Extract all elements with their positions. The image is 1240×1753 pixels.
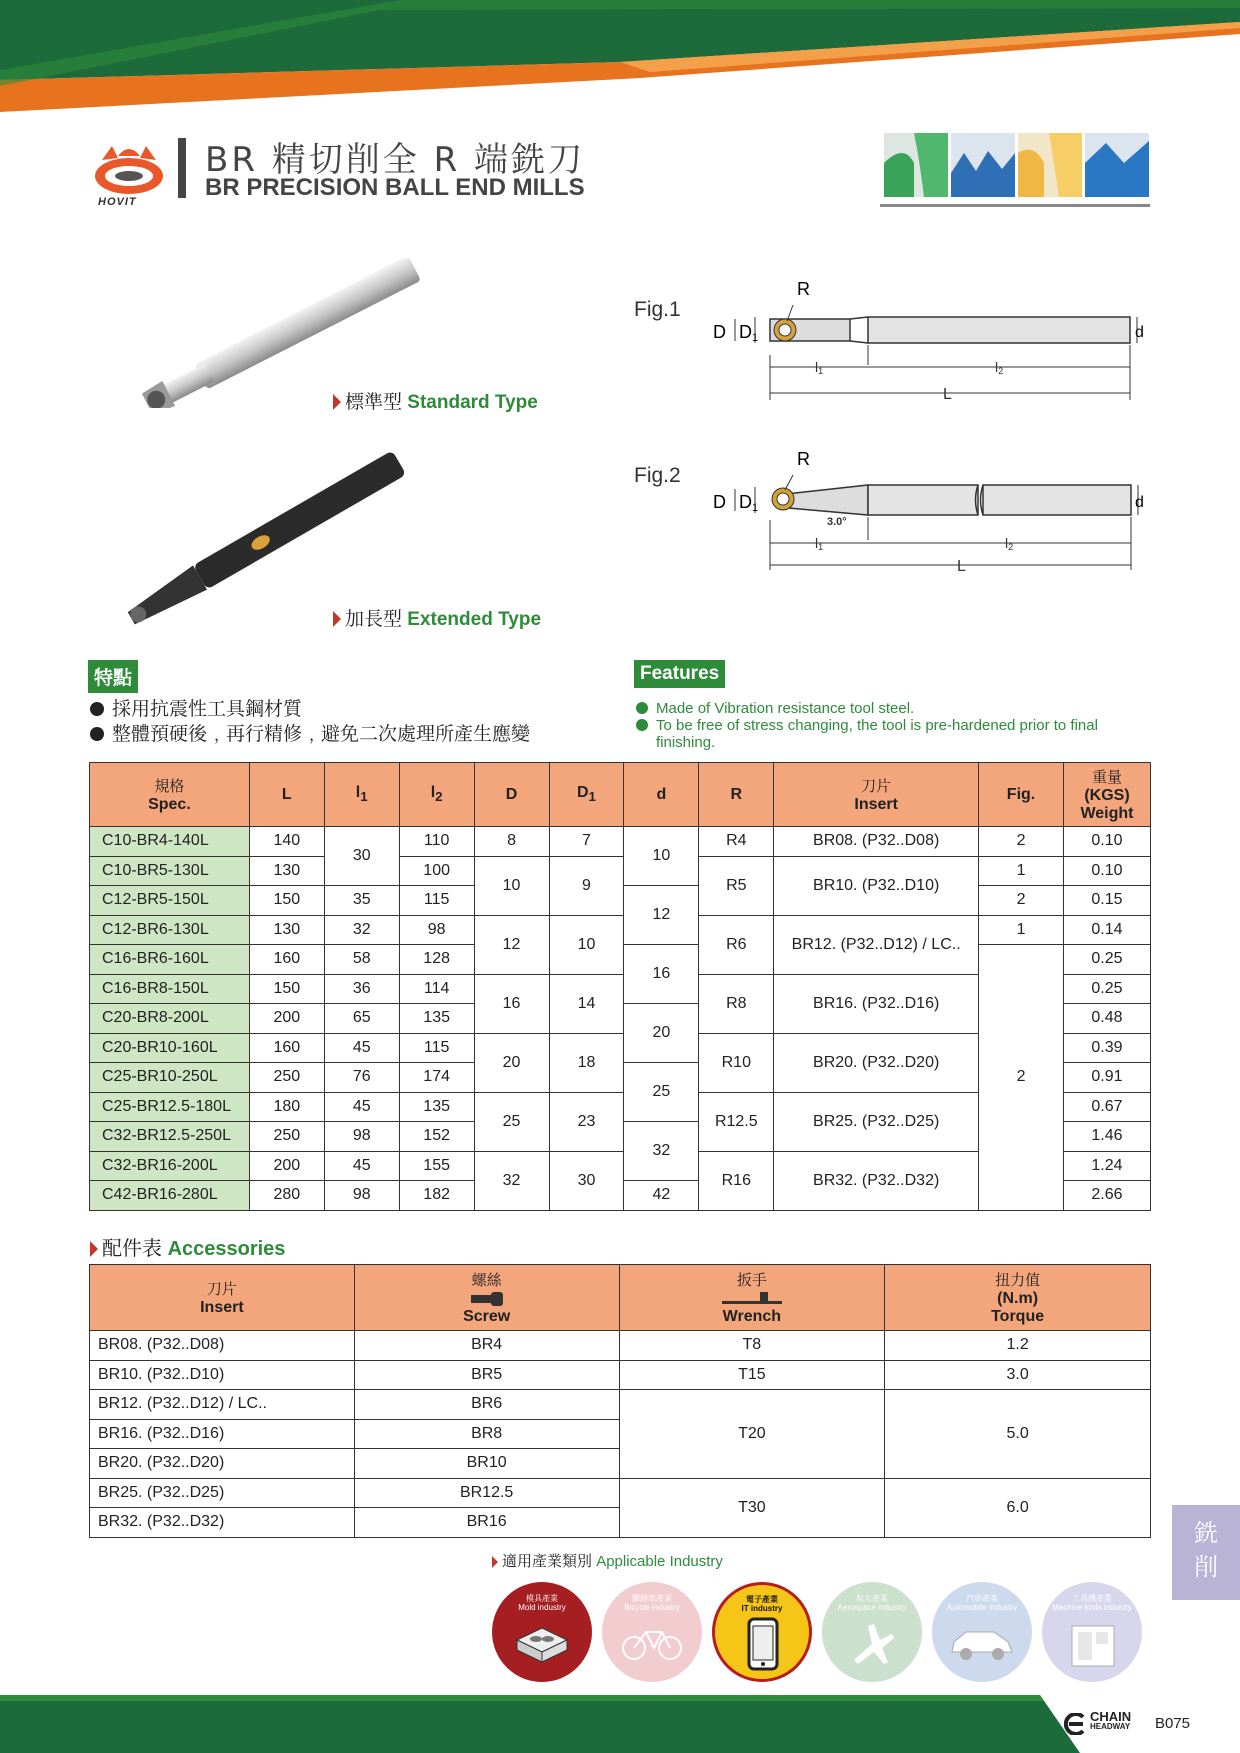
cell-acc-wrench: T30	[619, 1478, 885, 1537]
cell-acc-insert: BR16. (P32..D16)	[90, 1419, 355, 1449]
cell-spec: C20-BR10-160L	[90, 1033, 250, 1063]
screw-icon	[469, 1291, 505, 1307]
cell-d: 12	[624, 886, 699, 945]
cell-R: R12.5	[699, 1092, 774, 1151]
industry-heading: 適用產業類別 Applicable Industry	[492, 1550, 723, 1571]
cell-acc-torque: 1.2	[885, 1331, 1151, 1361]
cell-spec: C42-BR16-280L	[90, 1181, 250, 1211]
cell-L: 180	[249, 1092, 324, 1122]
cell-spec: C25-BR10-250L	[90, 1063, 250, 1093]
cell-weight: 1.46	[1063, 1122, 1150, 1152]
cell-D1: 18	[549, 1033, 624, 1092]
extended-type-label	[333, 604, 541, 631]
col-l2: $l_2$	[399, 763, 474, 827]
cell-fig: 2	[979, 945, 1064, 1211]
cell-spec: C25-BR12.5-180L	[90, 1092, 250, 1122]
cell-d: 32	[624, 1122, 699, 1181]
col-insert: 刀片 Insert	[774, 763, 979, 827]
cell-D: 25	[474, 1092, 549, 1151]
footer-brand-bottom: HEADWAY	[1090, 1722, 1131, 1731]
cell-acc-torque: 6.0	[885, 1478, 1151, 1537]
fig2-R: R	[797, 449, 810, 469]
cell-L: 160	[249, 1033, 324, 1063]
cell-spec: C16-BR8-150L	[90, 974, 250, 1004]
cell-l1: 30	[324, 827, 399, 886]
fig2-d: d	[1135, 494, 1144, 511]
industry-automobile	[932, 1582, 1032, 1682]
airplane-icon	[848, 1620, 896, 1666]
cell-l2: 174	[399, 1063, 474, 1093]
standard-type-zh: 標準型	[345, 392, 403, 413]
fig2-l2: l2	[1005, 535, 1014, 552]
cell-D: 16	[474, 974, 549, 1033]
industry-aerospace-en: Aerospace industry	[837, 1603, 907, 1612]
fig1-D: D	[713, 322, 726, 342]
fig2-D1: D1	[739, 492, 759, 514]
fig2-label: Fig.2	[634, 464, 681, 487]
page-number: B075	[1154, 1715, 1190, 1732]
cell-L: 250	[249, 1063, 324, 1093]
features-list-zh	[90, 697, 530, 747]
cell-D: 10	[474, 856, 549, 915]
cell-l1: 65	[324, 1004, 399, 1034]
cell-d: 10	[624, 827, 699, 886]
cell-l1: 45	[324, 1151, 399, 1181]
table-row	[90, 856, 1151, 886]
caret-right-icon	[492, 1556, 498, 1568]
col-weight: 重量 (KGS) Weight	[1063, 763, 1150, 827]
table-row	[90, 1331, 1151, 1361]
cell-L: 200	[249, 1151, 324, 1181]
industry-mold-en: Mold industry	[518, 1603, 566, 1612]
fig2-D: D	[713, 492, 726, 512]
industry-mold	[492, 1582, 592, 1682]
cell-weight: 0.10	[1063, 856, 1150, 886]
cell-l1: 58	[324, 945, 399, 975]
table-row	[90, 915, 1151, 945]
bullet-icon	[636, 719, 648, 731]
cell-insert: BR10. (P32..D10)	[774, 856, 979, 915]
footer-brand	[1090, 1709, 1132, 1732]
cell-L: 150	[249, 974, 324, 1004]
feature-en-2: To be free of stress changing, the tool is pre-hardened prior to final finishing.	[636, 717, 1136, 751]
caret-right-icon	[333, 611, 341, 627]
cell-R: R10	[699, 1033, 774, 1092]
cell-acc-torque: 5.0	[885, 1390, 1151, 1479]
fig2-angle: 3.0°	[827, 516, 847, 528]
cell-weight: 0.25	[1063, 974, 1150, 1004]
col-acc-wrench: 扳手 Wrench	[619, 1265, 885, 1331]
cell-fig: 2	[979, 886, 1064, 916]
industry-bicycle-zh: 腳踏車產業	[632, 1594, 672, 1603]
industry-machine-tools	[1042, 1582, 1142, 1682]
section-side-tab	[1172, 1505, 1240, 1600]
cell-weight: 2.66	[1063, 1181, 1150, 1211]
cell-l1: 76	[324, 1063, 399, 1093]
mold-icon	[512, 1620, 572, 1666]
cell-d: 16	[624, 945, 699, 1004]
cell-l2: 152	[399, 1122, 474, 1152]
cell-weight: 0.14	[1063, 915, 1150, 945]
cell-R: R8	[699, 974, 774, 1033]
cell-acc-insert: BR08. (P32..D08)	[90, 1331, 355, 1361]
cell-insert: BR16. (P32..D16)	[774, 974, 979, 1033]
cell-L: 160	[249, 945, 324, 975]
cell-acc-insert: BR32. (P32..D32)	[90, 1508, 355, 1538]
cell-acc-screw: BR5	[354, 1360, 619, 1390]
fig1-R: R	[797, 279, 810, 299]
cell-insert: BR20. (P32..D20)	[774, 1033, 979, 1092]
extended-type-en: Extended Type	[407, 609, 542, 630]
cell-spec: C10-BR5-130L	[90, 856, 250, 886]
cell-l1: 36	[324, 974, 399, 1004]
cell-l2: 155	[399, 1151, 474, 1181]
cell-insert: BR32. (P32..D32)	[774, 1151, 979, 1210]
cell-acc-screw: BR10	[354, 1449, 619, 1479]
header-rule	[880, 204, 1150, 207]
table-row	[90, 1360, 1151, 1390]
col-D: D	[474, 763, 549, 827]
col-acc-screw: 螺絲 Screw	[354, 1265, 619, 1331]
col-acc-torque: 扭力值 (N.m) Torque	[885, 1265, 1151, 1331]
cell-weight: 0.48	[1063, 1004, 1150, 1034]
cell-D: 12	[474, 915, 549, 974]
industry-machine-en: Machine tools industry	[1052, 1603, 1132, 1612]
cell-D1: 10	[549, 915, 624, 974]
industry-automobile-en: Automobile industry	[946, 1603, 1018, 1612]
fig1-l1: l1	[815, 359, 824, 376]
fig1-L: L	[943, 386, 952, 403]
cell-L: 140	[249, 827, 324, 857]
cell-acc-insert: BR25. (P32..D25)	[90, 1478, 355, 1508]
cell-spec: C16-BR6-160L	[90, 945, 250, 975]
table-row	[90, 1390, 1151, 1420]
cell-D: 8	[474, 827, 549, 857]
cell-l2: 100	[399, 856, 474, 886]
extended-tool-image	[110, 450, 420, 630]
industry-bicycle	[602, 1582, 702, 1682]
cell-l1: 45	[324, 1033, 399, 1063]
cell-acc-screw: BR12.5	[354, 1478, 619, 1508]
fig1-d: d	[1135, 324, 1144, 341]
cell-l2: 128	[399, 945, 474, 975]
cell-acc-torque: 3.0	[885, 1360, 1151, 1390]
cell-insert: BR25. (P32..D25)	[774, 1092, 979, 1151]
fig1-diagram	[705, 275, 1150, 405]
cell-D: 20	[474, 1033, 549, 1092]
title-bar	[178, 138, 186, 198]
col-spec: 規格 Spec.	[90, 763, 250, 827]
industry-automobile-zh: 汽車產業	[966, 1594, 998, 1603]
cell-R: R6	[699, 915, 774, 974]
cell-d: 20	[624, 1004, 699, 1063]
header-stripes	[0, 0, 1240, 120]
industry-it-en: IT industry	[741, 1604, 783, 1613]
cell-d: 42	[624, 1181, 699, 1211]
col-D1: $D_1$	[549, 763, 624, 827]
cell-l2: 135	[399, 1092, 474, 1122]
cell-weight: 0.15	[1063, 886, 1150, 916]
cell-l1: 45	[324, 1092, 399, 1122]
page-title-en: BR PRECISION BALL END MILLS	[205, 174, 585, 201]
industry-machine-zh: 工具機產業	[1072, 1594, 1112, 1603]
cell-D1: 14	[549, 974, 624, 1033]
spec-header-row	[90, 763, 1151, 827]
hovit-logo-icon	[92, 138, 166, 198]
cell-insert: BR08. (P32..D08)	[774, 827, 979, 857]
standard-type-label	[333, 387, 538, 414]
cell-l1: 98	[324, 1181, 399, 1211]
industry-it	[712, 1582, 812, 1682]
industry-mold-zh: 模具產業	[526, 1594, 558, 1603]
cell-spec: C12-BR6-130L	[90, 915, 250, 945]
industry-bicycle-en: Bicycle industry	[624, 1603, 680, 1612]
cell-D1: 7	[549, 827, 624, 857]
smartphone-icon	[747, 1617, 779, 1671]
industry-icons	[492, 1582, 1144, 1687]
industry-aerospace	[822, 1582, 922, 1682]
feature-en-1: Made of Vibration resistance tool steel.	[636, 700, 1136, 717]
cell-weight: 0.25	[1063, 945, 1150, 975]
col-fig: Fig.	[979, 763, 1064, 827]
cell-l2: 182	[399, 1181, 474, 1211]
cell-l2: 98	[399, 915, 474, 945]
industry-it-zh: 電子產業	[746, 1595, 778, 1604]
bullet-icon	[636, 702, 648, 714]
fig1-l2: l2	[995, 359, 1004, 376]
fig1-label: Fig.1	[634, 298, 681, 321]
feature-zh-1: 採用抗震性工具鋼材質	[90, 697, 530, 722]
col-acc-insert: 刀片 Insert	[90, 1265, 355, 1331]
logo-text: HOVIT	[98, 196, 137, 208]
cell-L: 130	[249, 915, 324, 945]
cell-spec: C12-BR5-150L	[90, 886, 250, 916]
cell-acc-wrench: T15	[619, 1360, 885, 1390]
fig2-diagram	[705, 445, 1150, 575]
cell-acc-insert: BR10. (P32..D10)	[90, 1360, 355, 1390]
bullet-icon	[90, 702, 104, 716]
cell-l2: 110	[399, 827, 474, 857]
bullet-icon	[90, 727, 104, 741]
cell-spec: C20-BR8-200L	[90, 1004, 250, 1034]
cell-acc-screw: BR6	[354, 1390, 619, 1420]
cell-L: 130	[249, 856, 324, 886]
feature-zh-2: 整體預硬後﹐再行精修﹐避免二次處理所產生應變	[90, 722, 530, 747]
caret-right-icon	[90, 1241, 98, 1257]
cell-weight: 0.67	[1063, 1092, 1150, 1122]
page-title-zh: BR 精切削全 R 端銑刀	[205, 140, 585, 180]
cell-weight: 0.91	[1063, 1063, 1150, 1093]
table-row	[90, 827, 1151, 857]
cell-acc-insert: BR12. (P32..D12) / LC..	[90, 1390, 355, 1420]
side-tab-char-1: 銑	[1194, 1520, 1218, 1547]
col-L: L	[249, 763, 324, 827]
side-tab-char-2: 削	[1194, 1554, 1218, 1581]
cell-L: 280	[249, 1181, 324, 1211]
extended-type-zh: 加長型	[345, 609, 403, 630]
cell-acc-screw: BR8	[354, 1419, 619, 1449]
cell-l1: 35	[324, 886, 399, 916]
wrench-icon	[720, 1291, 784, 1307]
machine-tool-icon	[1068, 1622, 1118, 1668]
features-badge-en: Features	[634, 660, 725, 688]
cell-insert: BR12. (P32..D12) / LC..	[774, 915, 979, 974]
accessories-table	[89, 1264, 1151, 1538]
spec-table	[89, 762, 1151, 1211]
accessories-heading: 配件表 Accessories	[90, 1232, 285, 1261]
cell-fig: 1	[979, 915, 1064, 945]
cell-d: 25	[624, 1063, 699, 1122]
cell-spec: C32-BR12.5-250L	[90, 1122, 250, 1152]
cell-l1: 98	[324, 1122, 399, 1152]
standard-type-en: Standard Type	[407, 392, 538, 413]
cell-fig: 1	[979, 856, 1064, 886]
footer-stripes	[0, 1695, 1240, 1753]
features-badge-zh: 特點	[88, 660, 138, 693]
cell-acc-screw: BR4	[354, 1331, 619, 1361]
cell-weight: 0.10	[1063, 827, 1150, 857]
cell-fig: 2	[979, 827, 1064, 857]
cell-R: R4	[699, 827, 774, 857]
cell-spec: C10-BR4-140L	[90, 827, 250, 857]
cell-D: 32	[474, 1151, 549, 1210]
cell-l1: 32	[324, 915, 399, 945]
cell-acc-wrench: T20	[619, 1390, 885, 1479]
standard-tool-image	[130, 258, 440, 408]
cell-L: 200	[249, 1004, 324, 1034]
cell-D1: 23	[549, 1092, 624, 1151]
cell-acc-wrench: T8	[619, 1331, 885, 1361]
accessories-header-row	[90, 1265, 1151, 1331]
col-R: R	[699, 763, 774, 827]
fig2-l1: l1	[815, 535, 824, 552]
application-thumbnails	[884, 133, 1150, 197]
cell-R: R16	[699, 1151, 774, 1210]
cell-l2: 135	[399, 1004, 474, 1034]
fig2-L: L	[957, 558, 966, 575]
cell-acc-screw: BR16	[354, 1508, 619, 1538]
cell-l2: 115	[399, 1033, 474, 1063]
industry-aerospace-zh: 航太產業	[856, 1594, 888, 1603]
cell-acc-insert: BR20. (P32..D20)	[90, 1449, 355, 1479]
col-l1: $l_1$	[324, 763, 399, 827]
bicycle-icon	[620, 1626, 684, 1662]
fig1-D1: D1	[739, 322, 759, 344]
table-row	[90, 1478, 1151, 1508]
cell-R: R5	[699, 856, 774, 915]
cell-l2: 114	[399, 974, 474, 1004]
cell-weight: 1.24	[1063, 1151, 1150, 1181]
cell-D1: 9	[549, 856, 624, 915]
cell-weight: 0.39	[1063, 1033, 1150, 1063]
cell-L: 150	[249, 886, 324, 916]
cell-L: 250	[249, 1122, 324, 1152]
car-icon	[948, 1628, 1016, 1662]
features-list-en	[636, 700, 1136, 751]
col-d: d	[624, 763, 699, 827]
chain-headway-logo-icon	[1057, 1713, 1087, 1735]
cell-spec: C32-BR16-200L	[90, 1151, 250, 1181]
caret-right-icon	[333, 394, 341, 410]
footer-brand-top: CHAIN	[1090, 1709, 1132, 1724]
cell-D1: 30	[549, 1151, 624, 1210]
cell-l2: 115	[399, 886, 474, 916]
